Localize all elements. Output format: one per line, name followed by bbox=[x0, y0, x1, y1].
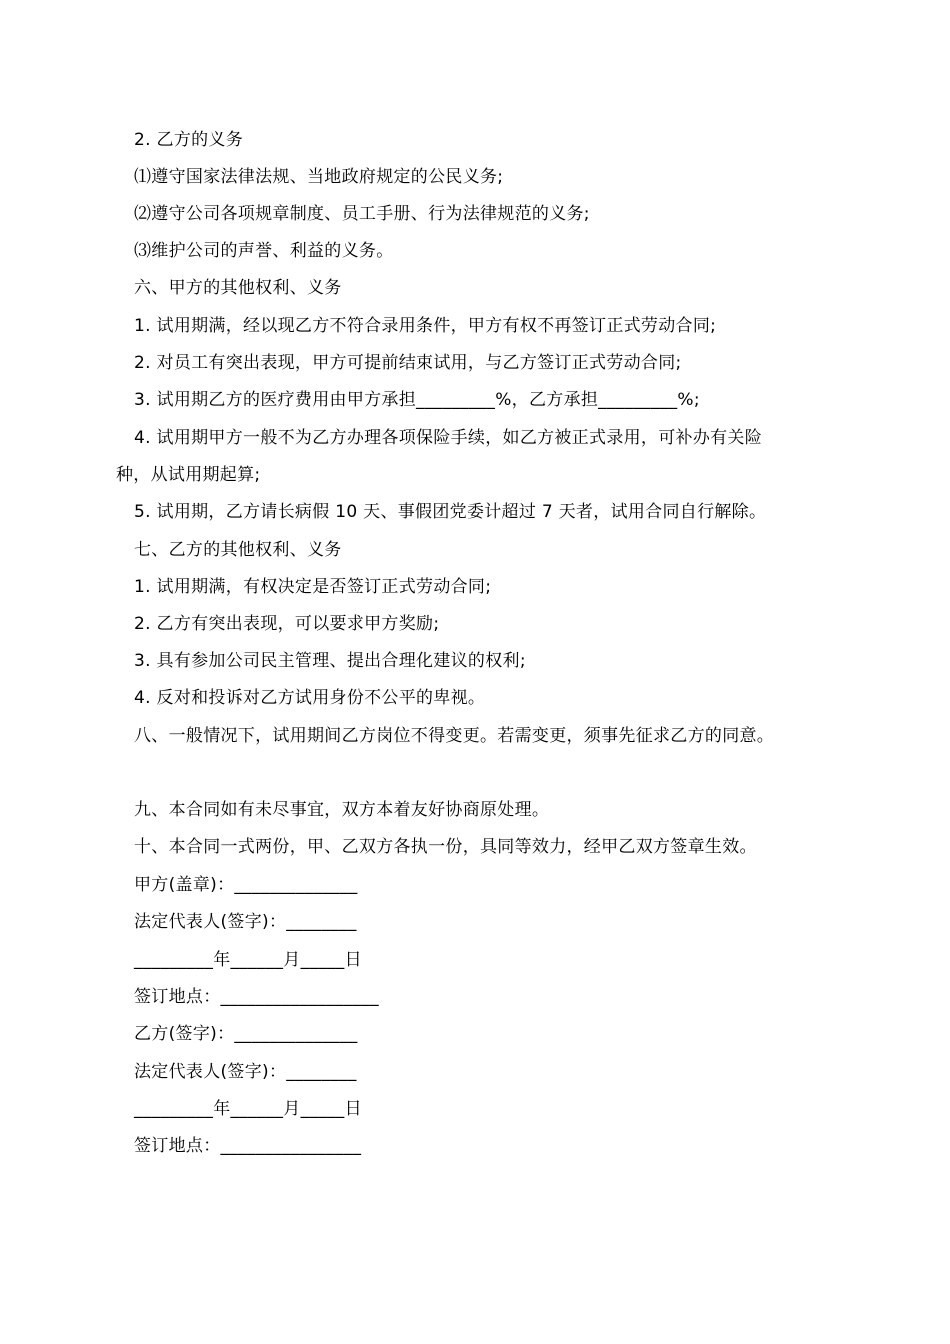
obligation-item-1: ⑴遵守国家法律法规、当地政府规定的公民义务; bbox=[134, 167, 504, 187]
section-10: 十、本合同一式两份，甲、乙双方各执一份，具同等效力，经甲乙双方签章生效。 bbox=[134, 837, 757, 857]
section-7-item-4: 4. 反对和投诉对乙方试用身份不公平的卑视。 bbox=[134, 688, 486, 708]
party-a-place: 签订地点：__________________ bbox=[134, 987, 379, 1007]
party-b-date: _________年______月_____日 bbox=[134, 1099, 362, 1119]
section-6-item-2: 2. 对员工有突出表现，甲方可提前结束试用，与乙方签订正式劳动合同; bbox=[134, 353, 682, 373]
section-6-item-3: 3. 试用期乙方的医疗费用由甲方承担_________%，乙方承担_________%; bbox=[134, 390, 700, 410]
section-7-item-1: 1. 试用期满，有权决定是否签订正式劳动合同; bbox=[134, 577, 492, 597]
party-b-signature: 乙方(签字)：______________ bbox=[134, 1024, 358, 1044]
section-9: 九、本合同如有未尽事宜，双方本着友好协商原处理。 bbox=[134, 800, 550, 820]
obligation-heading: 2. 乙方的义务 bbox=[134, 130, 244, 150]
section-7-item-2: 2. 乙方有突出表现，可以要求甲方奖励; bbox=[134, 614, 440, 634]
party-a-representative: 法定代表人(签字)：________ bbox=[134, 912, 357, 932]
section-8: 八、一般情况下，试用期间乙方岗位不得变更。若需变更，须事先征求乙方的同意。 bbox=[134, 726, 775, 746]
section-7-heading: 七、乙方的其他权利、义务 bbox=[134, 540, 342, 560]
party-a-date: _________年______月_____日 bbox=[134, 950, 362, 970]
section-6-item-4-cont: 种，从试用期起算; bbox=[116, 465, 261, 485]
section-7-item-3: 3. 具有参加公司民主管理、提出合理化建议的权利; bbox=[134, 651, 526, 671]
section-6-item-5: 5. 试用期，乙方请长病假 10 天、事假团党委计超过 7 天者，试用合同自行解除。 bbox=[134, 502, 767, 522]
obligation-item-2: ⑵遵守公司各项规章制度、员工手册、行为法律规范的义务; bbox=[134, 204, 590, 224]
party-b-place: 签订地点：________________ bbox=[134, 1136, 362, 1156]
party-b-representative: 法定代表人(签字)：________ bbox=[134, 1062, 357, 1082]
party-a-seal: 甲方(盖章)：______________ bbox=[134, 875, 358, 895]
section-6-item-1: 1. 试用期满，经以现乙方不符合录用条件，甲方有权不再签订正式劳动合同; bbox=[134, 316, 717, 336]
obligation-item-3: ⑶维护公司的声誉、利益的义务。 bbox=[134, 241, 394, 261]
section-6-item-4: 4. 试用期甲方一般不为乙方办理各项保险手续，如乙方被正式录用，可补办有关险 bbox=[134, 428, 763, 448]
section-6-heading: 六、甲方的其他权利、义务 bbox=[134, 278, 342, 298]
